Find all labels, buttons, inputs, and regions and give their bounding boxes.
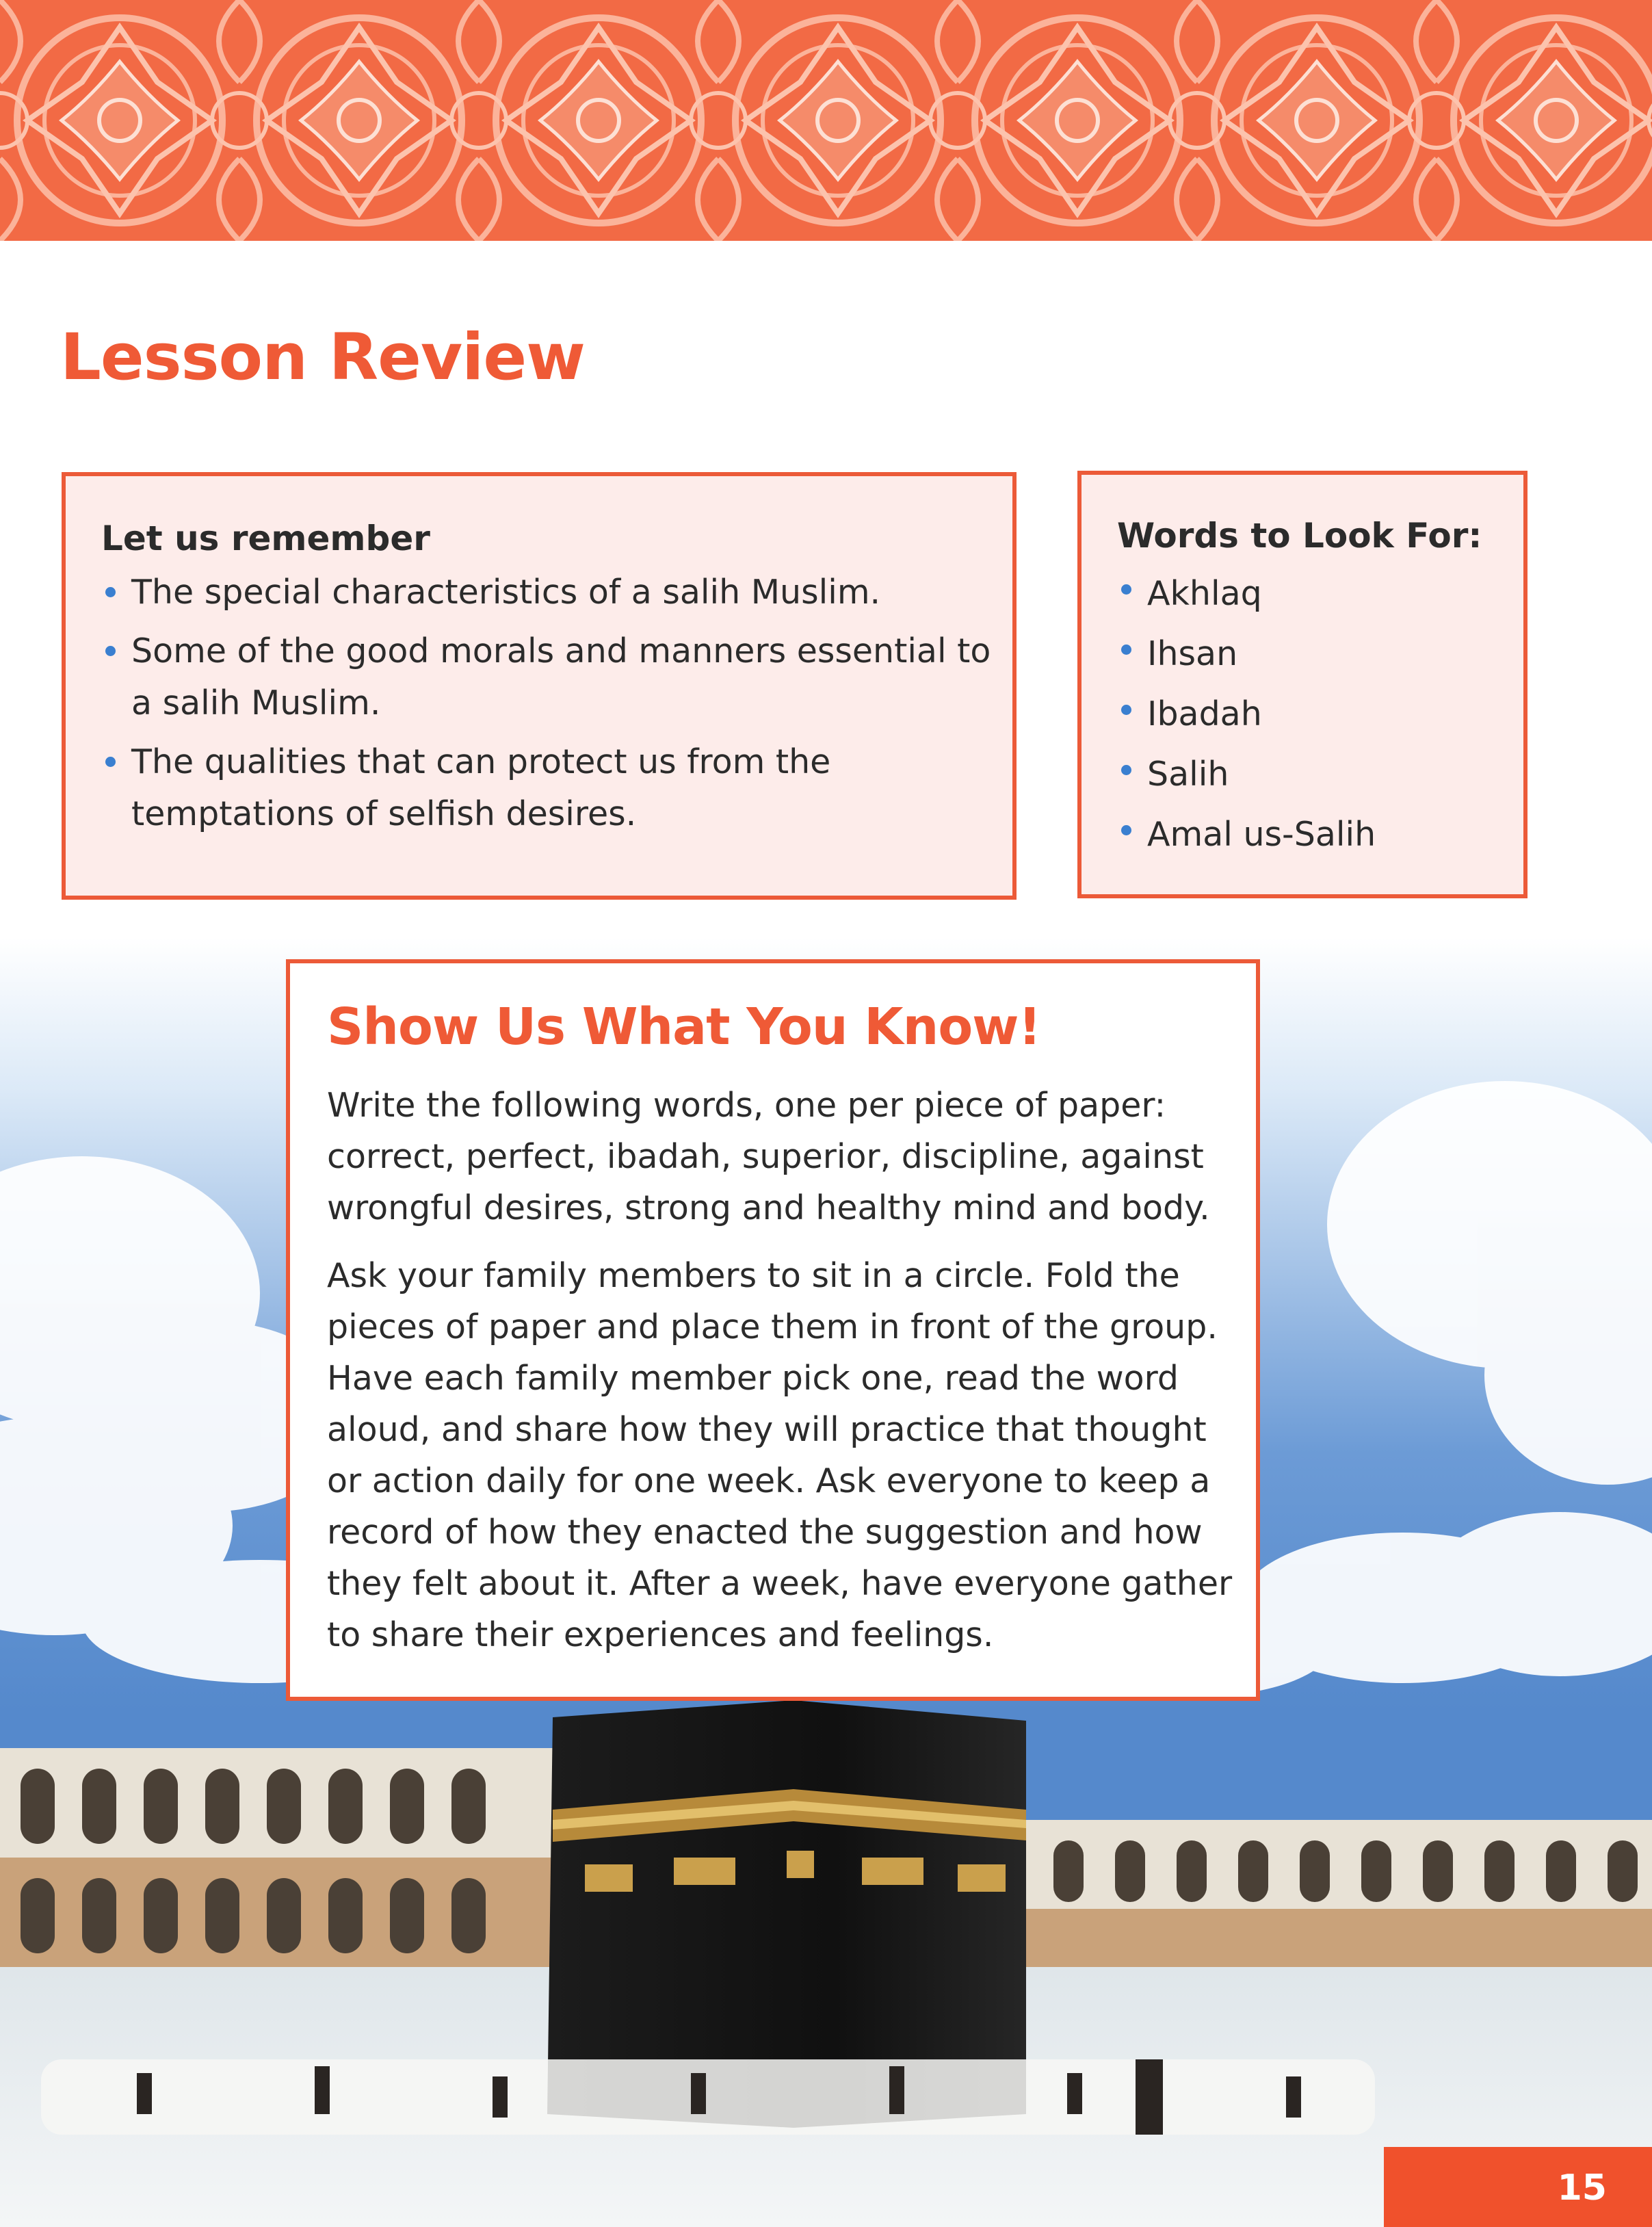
- activity-paragraph: Ask your family members to sit in a circle. Fold the pieces of paper and place them in front of the group. Have each family member pick one, read the word aloud, and share how they will practice that thought or action daily for one week. Ask everyone to keep a record of how they enacted the suggestion and how they felt about it. After a week, have everyone gather to share their experiences and feelings.: [327, 1256, 1233, 1654]
- bullet-icon: [1121, 644, 1131, 655]
- bullet-icon: [105, 646, 116, 656]
- word-text: Akhlaq: [1147, 574, 1262, 613]
- word-text: Salih: [1147, 755, 1229, 794]
- bullet-icon: [1121, 584, 1131, 595]
- bullet-icon: [1121, 765, 1131, 775]
- remember-item-text: Some of the good morals and manners essential to a salih Muslim.: [131, 631, 991, 722]
- list-item: [1121, 805, 1504, 865]
- bullet-icon: [1121, 825, 1131, 835]
- ornamental-header-banner: [0, 0, 1652, 241]
- list-item: [105, 625, 995, 729]
- remember-item-text: The qualities that can protect us from the temptations of selfish desires.: [131, 742, 831, 833]
- list-item: [1121, 684, 1504, 744]
- page-title: Lesson Review: [60, 320, 585, 395]
- remember-item-text: The special characteristics of a salih Muslim.: [131, 573, 881, 612]
- activity-paragraph: Write the following words, one per piece of paper: correct, perfect, ibadah, superior, discipline, against wrongful desires, strong and healthy mind and body.: [327, 1086, 1210, 1227]
- activity-body: [327, 1080, 1237, 1677]
- list-item: [1121, 744, 1504, 805]
- word-text: Ibadah: [1147, 694, 1262, 733]
- words-list: [1121, 564, 1504, 865]
- page-number-tab: [1384, 2147, 1652, 2227]
- words-heading: Words to Look For:: [1117, 516, 1482, 556]
- remember-heading: Let us remember: [101, 519, 430, 558]
- show-us-what-you-know-box: [286, 959, 1260, 1701]
- bullet-icon: [105, 587, 116, 597]
- page-number: 15: [1557, 2167, 1607, 2209]
- word-text: Ihsan: [1147, 634, 1238, 673]
- list-item: [1121, 564, 1504, 624]
- arabesque-pattern: [0, 0, 1652, 241]
- bullet-icon: [105, 757, 116, 767]
- list-item: [105, 566, 995, 618]
- let-us-remember-box: [62, 472, 1017, 900]
- list-item: [105, 736, 995, 840]
- word-text: Amal us-Salih: [1147, 815, 1376, 854]
- list-item: [1121, 624, 1504, 684]
- remember-list: [105, 566, 995, 847]
- bullet-icon: [1121, 705, 1131, 715]
- activity-title: Show Us What You Know!: [327, 998, 1041, 1056]
- words-to-look-for-box: [1077, 471, 1528, 898]
